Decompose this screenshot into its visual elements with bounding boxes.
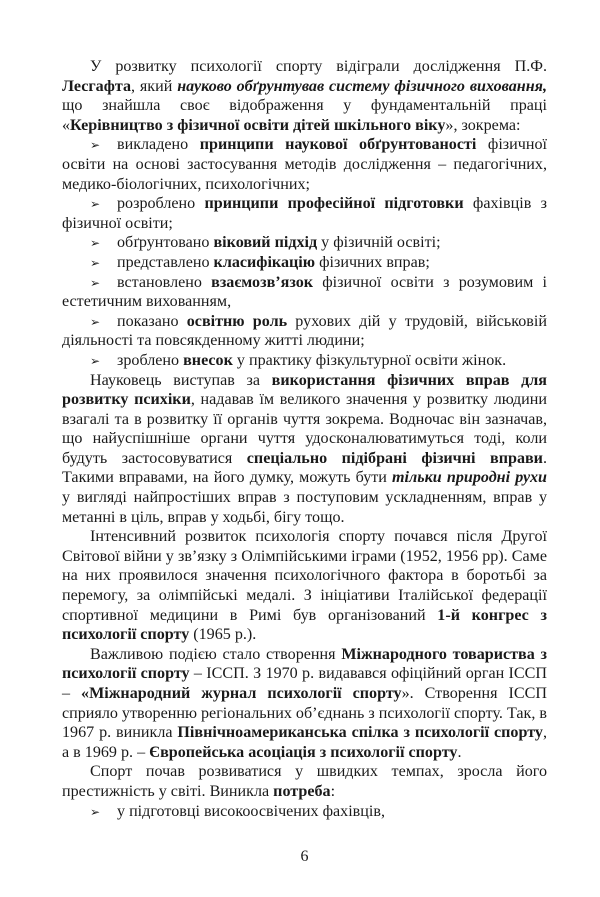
text-run: фізичної освіти з розумовим і естетичним вихованням, [62, 273, 547, 311]
bullet-item [62, 194, 547, 233]
emphasized-text: Міжнародного товариства з психології спорту [62, 645, 547, 683]
text-run: рухових дій у трудовій, військовій діяльності та повсякденному житті людини; [62, 312, 547, 350]
text-run: (1965 р.). [189, 626, 257, 644]
arrow-bullet-icon: ➢ [90, 275, 101, 290]
text-run: ». Створення ІССП сприяло утворенню регіональних об’єднань з психології спорту. Так, в 1967 р. виникла [62, 685, 547, 742]
text-run: фізичних вправ; [315, 253, 430, 271]
emphasized-text: «Міжнародний журнал психології спорту [81, 685, 402, 702]
emphasized-text: внесок [183, 351, 233, 369]
bullet-item [62, 233, 547, 253]
emphasized-text: Північноамериканська спілка з психології спорту [177, 724, 543, 742]
emphasized-text: використання фізичних вправ для розвитку психіки [62, 371, 547, 409]
emphasized-text: потреба [273, 782, 331, 800]
emphasized-text: освітню роль [186, 312, 288, 330]
text-run: . [457, 743, 462, 761]
paragraph [62, 645, 547, 763]
emphasized-text: Європейська асоціація з психології спорту [149, 743, 458, 761]
text-run: розроблено [117, 195, 205, 213]
text-run: у фізичній освіті; [317, 234, 441, 252]
paragraph [62, 57, 547, 135]
arrow-bullet-icon: ➢ [90, 138, 101, 153]
text-run: представлено [117, 253, 214, 271]
text-run: Науковець виступав за [90, 371, 272, 389]
text-run: у практику фізкультурної освіти жінок. [232, 351, 507, 369]
arrow-bullet-icon: ➢ [90, 314, 101, 329]
arrow-bullet-icon: ➢ [90, 236, 101, 251]
text-run: », зокрема: [445, 116, 521, 134]
text-run: у вигляді найпростіших вправ з поступовим ускладненням, вправ у метанні в ціль, вправ у ходьбі, бігу тощо. [62, 489, 547, 526]
text-run: показано [117, 312, 187, 330]
page-number: 6 [300, 848, 309, 866]
text-run: У розвитку психології спорту відіграли дослідження П.Ф. [90, 58, 547, 75]
bullet-item [62, 312, 547, 351]
paragraph [62, 762, 547, 801]
text-run: – ІССП. З 1970 р. видавався офіційний орган ІССП – [62, 665, 548, 702]
emphasized-text: взаємозв’язок [211, 273, 314, 291]
emphasized-text: класифікацію [213, 253, 316, 271]
emphasized-text: Керівництво з фізичної освіти дітей шкільного віку [70, 116, 446, 134]
emphasized-text: тільки природні рухи [392, 469, 547, 487]
text-run: : [330, 782, 336, 800]
text-run: зроблено [117, 351, 184, 369]
bullet-item [62, 253, 547, 273]
page-body [62, 57, 547, 821]
emphasized-text: науково обґрунтував систему фізичного виховання, [177, 77, 547, 95]
text-run: Важливою подією стало створення [90, 645, 342, 663]
text-run: встановлено [117, 273, 212, 291]
arrow-bullet-icon: ➢ [90, 197, 101, 212]
paragraph [62, 371, 547, 528]
emphasized-text: Лесгафта [62, 77, 132, 95]
text-run: Спорт почав розвиватися у швидких темпах, зросла його престижність у світі. Виникла [62, 763, 547, 800]
bullet-item [62, 273, 547, 312]
bullet-item [62, 802, 547, 822]
bullet-item [62, 351, 547, 371]
arrow-bullet-icon: ➢ [90, 353, 101, 368]
text-run: обґрунтовано [117, 234, 214, 252]
emphasized-text: спеціально підібрані фізичні вправи [246, 449, 543, 467]
text-run: , надавав їм великого значення у розвитку людини взагалі та в розвитку її органів чуття зокрема. Водночас він зазначав, що найуспішніше органи чуття удосконалюватимуться тоді, коли будуть застосовуватися [62, 391, 548, 467]
text-run: фахівців з фізичної освіти; [62, 195, 547, 232]
text-run: . Такими вправами, на його думку, можуть бути [62, 449, 547, 487]
emphasized-text: принципи професійної підготовки [204, 195, 464, 213]
text-run: у підготовці високоосвічених фахівців, [117, 802, 385, 820]
arrow-bullet-icon: ➢ [90, 804, 101, 819]
emphasized-text: віковий підхід [213, 234, 318, 252]
text-run: , який [131, 77, 178, 95]
bullet-item [62, 135, 547, 194]
emphasized-text: принципи наукової обґрунтованості [199, 136, 477, 154]
text-run: , а в 1969 р. – [62, 724, 547, 761]
paragraph [62, 527, 547, 645]
emphasized-text: 1-й конгрес з психології спорту [62, 606, 547, 644]
text-run: фізичної освіти на основі застосування методів дослідження – педагогічних, медико-біологічних, психологічних; [62, 136, 547, 193]
text-run: Інтенсивний розвиток психологія спорту почався після Другої Світової війни у зв’язку з Олімпійськими іграми (1952, 1956 рр). Саме на них проявилося значення психологічного фактора в боротьбі за перемогу, за олімпійські медалі. З ініціативи Італійської федерації спортивної медицини в Римі був організований [62, 528, 547, 624]
text-run: що знайшла своє відображення у фундаментальній праці « [62, 97, 547, 134]
text-run: викладено [117, 136, 200, 154]
arrow-bullet-icon: ➢ [90, 255, 101, 270]
